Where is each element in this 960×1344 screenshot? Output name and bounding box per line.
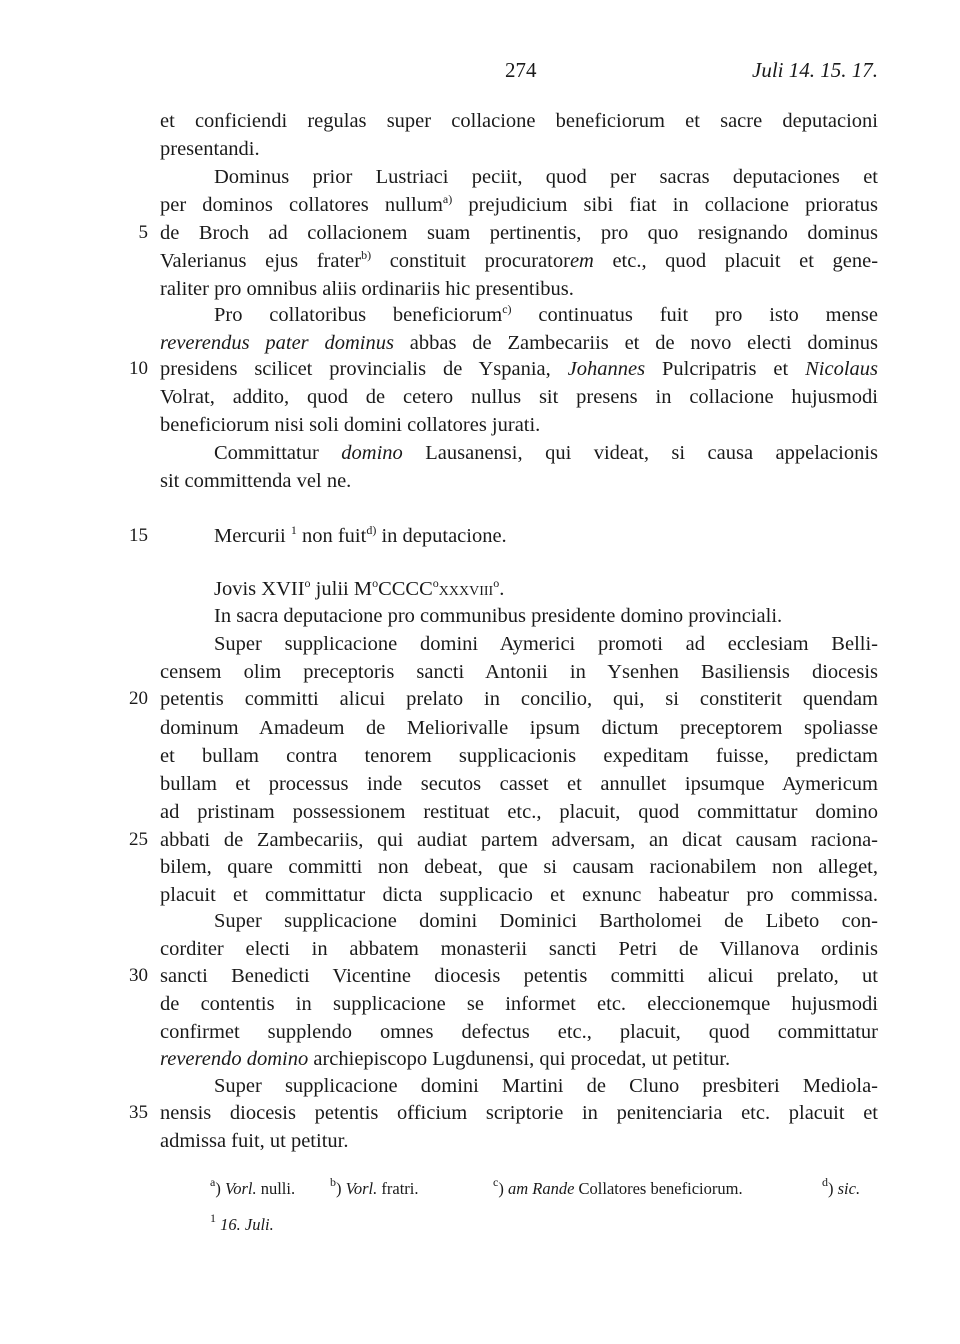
- text-line: Volrat, addito, quod de cetero nullus sit presens in collacione hujusmodi: [160, 386, 878, 408]
- text-line: presentandi.: [160, 138, 260, 160]
- text-line: reverendus pater dominus abbas de Zambecariis et de novo electi dominus: [160, 332, 879, 354]
- line-number: 15: [129, 525, 148, 546]
- text-line: nensis diocesis petentis officium scriptorie in penitenciaria etc. placuit et: [160, 1102, 878, 1124]
- text-line: In sacra deputacione pro communibus presidente domino provinciali.: [214, 605, 783, 627]
- text-line: raliter pro omnibus aliis ordinariis hic presentibus.: [160, 278, 574, 300]
- text-line: Mercurii $^1$ non fuit$^{d)}$ in deputacione.: [214, 523, 507, 547]
- text-line: censem olim preceptoris sancti Antonii in Ysenhen Basiliensis diocesis: [160, 661, 878, 683]
- line-number: 20: [129, 688, 148, 709]
- text-line: Super supplicacione domini Martini de Cluno presbiteri Mediola-: [214, 1075, 878, 1097]
- text-line: Valerianus ejus frater$^{b)}$ constituit procuratorem etc., quod placuit et gene-: [160, 248, 879, 272]
- text-line: bilem, quare committi non debeat, que si causam racionabilem non alleget,: [160, 856, 878, 878]
- text-line: corditer electi in abbatem monasterii sancti Petri de Villanova ordinis: [160, 938, 878, 960]
- text-line: presidens scilicet provincialis de Yspania, Johannes Pulcripatris et Nicolaus: [160, 358, 879, 380]
- running-header: [160, 58, 880, 88]
- text-line: Super supplicacione domini Dominici Bartholomei de Libeto con-: [214, 910, 878, 932]
- text-line: ad pristinam possessionem restituat etc., placuit, quod committatur domino: [160, 801, 878, 823]
- footnote-marker: b: [361, 248, 368, 262]
- text-line: Dominus prior Lustriaci peciit, quod per sacras deputaciones et: [214, 166, 878, 188]
- text-line: Super supplicacione domini Aymerici promoti ad ecclesiam Belli-: [214, 633, 878, 655]
- text-line: bullam et processus inde secutos casset et annullet ipsumque Aymericum: [160, 773, 878, 795]
- text-line: de contentis in supplicacione se informet etc. eleccionemque hujusmodi: [160, 993, 878, 1015]
- header-date: Juli 14. 15. 17.: [752, 58, 878, 82]
- text-line: et conficiendi regulas super collacione beneficiorum et sacre deputacioni: [160, 110, 878, 132]
- text-line: de Broch ad collacionem suam pertinentis, pro quo resignando dominus: [160, 222, 878, 244]
- text-line: abbati de Zambecariis, qui audiat partem adversam, an dicat causam raciona-: [160, 829, 878, 851]
- line-number: 35: [129, 1102, 148, 1123]
- line-number: 5: [138, 222, 148, 243]
- text-line: admissa fuit, ut petitur.: [160, 1130, 349, 1152]
- footnote-marker: d: [366, 523, 373, 537]
- text-line: sit committenda vel ne.: [160, 470, 352, 492]
- line-number: 10: [129, 358, 148, 379]
- text-line: beneficiorum nisi soli domini collatores jurati.: [160, 414, 541, 436]
- date-heading: Jovis XVII$^o$ julii $M^oCCCC^oxxxviii^o$.: [214, 576, 505, 600]
- footnote-marker: 1: [290, 523, 297, 537]
- text-line: reverendo domino archiepiscopo Lugdunensi, qui procedat, ut petitur.: [160, 1048, 731, 1070]
- text-line: confirmet supplendo omnes defectus etc., placuit, quod committatur: [160, 1021, 878, 1043]
- page-number: 274: [505, 58, 537, 82]
- footnote-marker: a: [442, 192, 449, 206]
- text-line: Committatur domino Lausanensi, qui videat, si causa appelacionis: [214, 442, 879, 464]
- footnote-numbered: $^1$ 16. Juli.: [210, 1211, 274, 1234]
- line-number: 25: [129, 829, 148, 850]
- text-line: placuit et committatur dicta supplicacio et exnunc habeatur pro commissa.: [160, 884, 878, 906]
- text-line: per dominos collatores nullum$^{a)}$ prejudicium sibi fiat in collacione prioratus: [160, 192, 878, 216]
- footnote-b: $^b$) Vorl. fratri.: [330, 1175, 419, 1198]
- text-line: sancti Benedicti Vicentine diocesis petentis committi alicui prelato, ut: [160, 965, 878, 987]
- text-line: Pro collatoribus beneficiorum$^{c)}$ continuatus fuit pro isto mense: [214, 302, 879, 326]
- line-number: 30: [129, 965, 148, 986]
- text-line: dominum Amadeum de Meliorivalle ipsum dictum preceptorem spoliasse: [160, 717, 878, 739]
- text-line: et bullam contra tenorem supplicacionis expeditam fuisse, predictam: [160, 745, 878, 767]
- text-line: petentis committi alicui prelato in concilio, qui, si constiterit quendam: [160, 688, 878, 710]
- footnote-marker: c: [502, 302, 508, 316]
- footnote-c: $^c$) am Rande Collatores beneficiorum.: [493, 1175, 743, 1198]
- footnote-d: $^d$) sic.: [822, 1175, 861, 1198]
- footnote-a: $^a$) Vorl. nulli.: [210, 1175, 296, 1198]
